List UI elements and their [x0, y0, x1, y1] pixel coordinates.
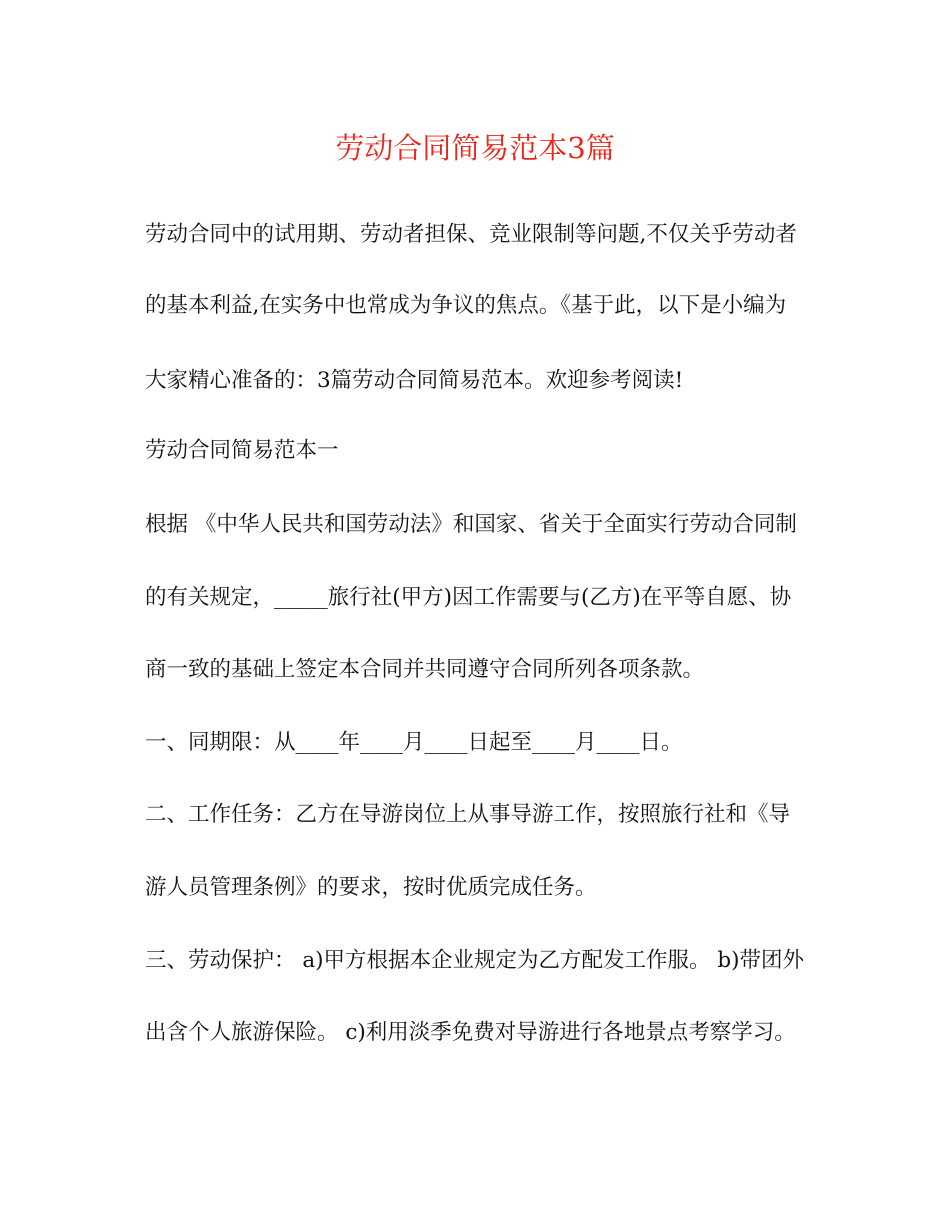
paragraph-line: 商一致的基础上签定本合同并共同遵守合同所列各项条款。: [145, 657, 705, 682]
paragraph-line: 二、工作任务：乙方在导游岗位上从事导游工作，按照旅行社和《导: [145, 802, 791, 827]
paragraph-line: 的基本利益,在实务中也常成为争议的焦点。《基于此，以下是小编为: [145, 293, 787, 318]
paragraph-line: 的有关规定，_____旅行社(甲方)因工作需要与(乙方)在平等自愿、协: [145, 585, 792, 610]
paragraph-line: 一、同期限：从____年____月____日起至____月____日。: [145, 730, 683, 755]
section-heading: 劳动合同简易范本一: [145, 438, 339, 463]
paragraph-line: 大家精心准备的：3篇劳动合同简易范本。欢迎参考阅读!: [145, 368, 684, 393]
paragraph-line: 根据 《中华人民共和国劳动法》和国家、省关于全面实行劳动合同制: [145, 512, 797, 537]
paragraph-line: 劳动合同中的试用期、劳动者担保、竞业限制等问题,不仅关乎劳动者: [145, 222, 797, 247]
document-title: 劳动合同简易范本3篇: [335, 131, 615, 165]
paragraph-line: 三、劳动保护： a)甲方根据本企业规定为乙方配发工作服。 b)带团外: [145, 948, 805, 973]
paragraph-line: 出含个人旅游保险。 c)利用淡季免费对导游进行各地景点考察学习。: [145, 1020, 796, 1045]
paragraph-line: 游人员管理条例》的要求，按时优质完成任务。: [145, 875, 597, 900]
